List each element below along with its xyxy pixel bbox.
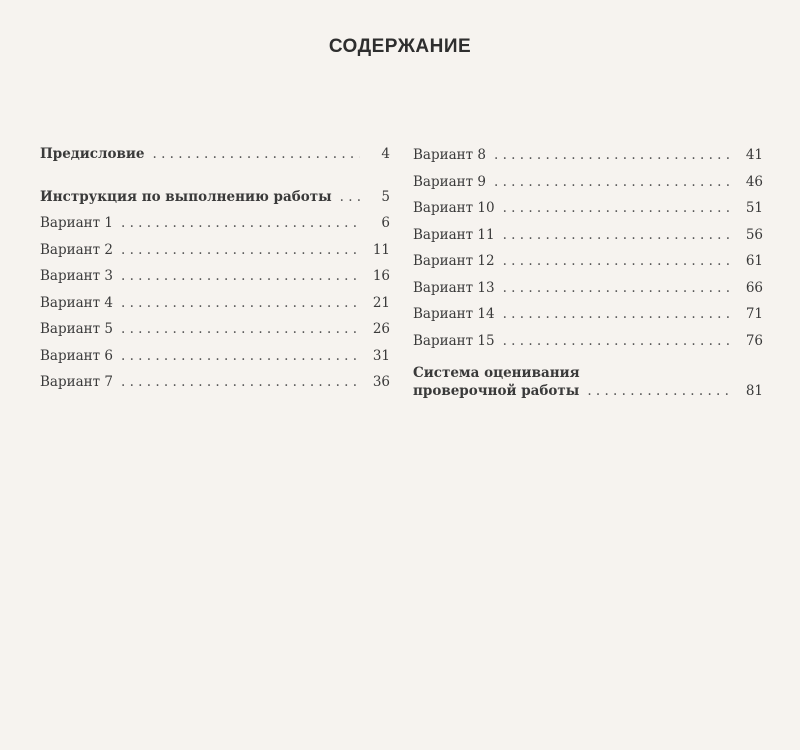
toc-entry-page: 41 bbox=[745, 147, 763, 163]
toc-left-column bbox=[40, 146, 390, 401]
dot-leader bbox=[503, 333, 733, 349]
toc-entry-label: Вариант 5 bbox=[40, 321, 114, 337]
toc-entry-page: 16 bbox=[372, 268, 390, 284]
toc-entry bbox=[40, 295, 390, 322]
toc-entry-label: Вариант 1 bbox=[40, 215, 114, 231]
page-title: СОДЕРЖАНИЕ bbox=[328, 36, 472, 57]
toc-entry-label: Вариант 11 bbox=[413, 226, 495, 243]
toc-entry bbox=[40, 146, 390, 173]
toc-entry-page: 66 bbox=[745, 279, 763, 296]
dot-leader bbox=[503, 253, 733, 269]
toc-entry-label-line2: проверочной работы bbox=[413, 383, 580, 399]
toc-entry bbox=[413, 147, 763, 174]
dot-leader bbox=[121, 295, 360, 311]
toc-entry-page: 21 bbox=[372, 294, 390, 311]
toc-entry-label: Предисловие bbox=[40, 146, 145, 162]
toc-entry-label: Вариант 9 bbox=[413, 173, 487, 190]
dot-leader bbox=[494, 147, 733, 163]
toc-entry bbox=[40, 348, 390, 375]
dot-leader bbox=[121, 268, 360, 284]
toc-entry-page: 5 bbox=[381, 188, 390, 205]
dot-leader bbox=[121, 242, 360, 258]
toc-entry-page: 31 bbox=[372, 347, 390, 364]
toc-entry bbox=[40, 321, 390, 348]
dot-leader bbox=[340, 189, 360, 205]
toc-entry bbox=[413, 306, 763, 333]
toc-entry-page: 4 bbox=[381, 146, 390, 162]
toc-entry-label: Вариант 14 bbox=[413, 306, 495, 322]
toc-entry bbox=[413, 280, 763, 307]
toc-entry bbox=[40, 189, 390, 216]
toc-entry-page: 26 bbox=[372, 321, 390, 337]
toc-entry-label: Вариант 15 bbox=[413, 332, 495, 349]
toc-entry-label: Вариант 13 bbox=[413, 279, 495, 296]
toc-entry bbox=[413, 200, 763, 227]
dot-leader bbox=[503, 306, 733, 322]
toc-entry bbox=[413, 174, 763, 201]
toc-entry-page: 71 bbox=[745, 306, 763, 322]
toc-entry bbox=[413, 227, 763, 254]
dot-leader bbox=[121, 348, 360, 364]
toc-entry-page: 46 bbox=[745, 173, 763, 190]
toc-entry-page: 11 bbox=[372, 241, 390, 258]
toc-entry-page: 61 bbox=[745, 253, 763, 269]
toc-entry bbox=[40, 268, 390, 295]
dot-leader bbox=[494, 174, 733, 190]
dot-leader bbox=[121, 374, 360, 390]
toc-entry-label: Вариант 12 bbox=[413, 253, 495, 269]
toc-right-column bbox=[413, 147, 763, 405]
toc-entry-label: Вариант 7 bbox=[40, 374, 114, 390]
toc-entry-page: 6 bbox=[381, 215, 390, 231]
toc-entry-label: Вариант 2 bbox=[40, 241, 114, 258]
toc-entry bbox=[40, 374, 390, 401]
toc-entry-label: Вариант 6 bbox=[40, 347, 114, 364]
toc-entry-page: 76 bbox=[745, 332, 763, 349]
dot-leader bbox=[153, 146, 360, 162]
toc-entry-label: Вариант 3 bbox=[40, 268, 114, 284]
toc-entry-label: Вариант 10 bbox=[413, 200, 495, 216]
toc-entry bbox=[40, 242, 390, 269]
dot-leader bbox=[503, 280, 733, 296]
toc-entry bbox=[413, 253, 763, 280]
dot-leader bbox=[587, 383, 733, 399]
toc-entry-assessment bbox=[413, 363, 763, 405]
toc-entry bbox=[40, 215, 390, 242]
toc-entry-page: 81 bbox=[745, 383, 763, 399]
dot-leader bbox=[503, 227, 733, 243]
toc-entry-page: 36 bbox=[372, 374, 390, 390]
dot-leader bbox=[121, 215, 360, 231]
dot-leader bbox=[121, 321, 360, 337]
toc-entry-label: Вариант 4 bbox=[40, 294, 114, 311]
toc-entry bbox=[413, 333, 763, 360]
toc-entry-label-line1: Система оценивания bbox=[413, 365, 580, 381]
toc-entry-page: 51 bbox=[745, 200, 763, 216]
toc-entry-label: Инструкция по выполнению работы bbox=[40, 188, 332, 205]
toc-entry-page: 56 bbox=[745, 226, 763, 243]
toc-entry-label: Вариант 8 bbox=[413, 147, 487, 163]
dot-leader bbox=[503, 200, 733, 216]
